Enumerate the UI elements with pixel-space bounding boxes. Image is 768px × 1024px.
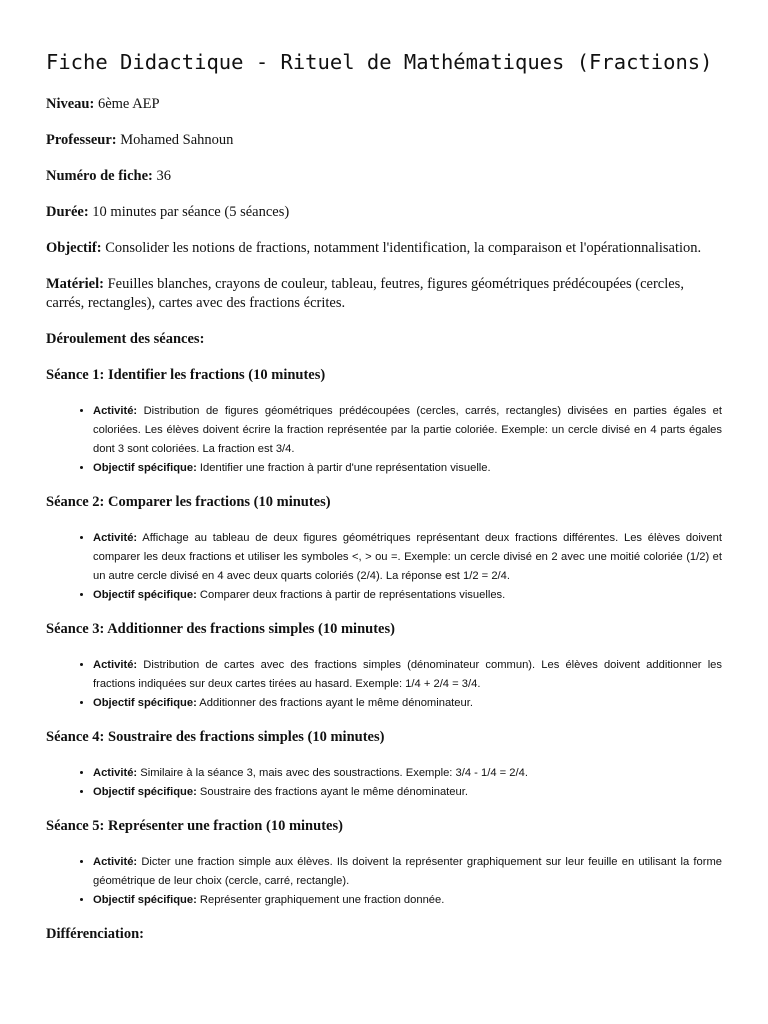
- list-item: [93, 586, 722, 605]
- list-item: [93, 764, 722, 783]
- item-text: Affichage au tableau de deux figures géométriques représentant deux fractions différentes. Les élèves doivent comparer les deux fractions et utiliser les symboles <, > ou =. Exemple: un cercle divisé en 2 avec une moitié coloriée (1/2) et un autre cercle divisé en 4 avec deux quarts coloriés (2/4). La réponse est 1/2 = 2/4.: [93, 532, 722, 582]
- field-label: Matériel:: [46, 276, 104, 292]
- item-label: Activité:: [93, 405, 138, 417]
- list-item: [93, 783, 722, 802]
- item-text: Soustraire des fractions ayant le même dénominateur.: [196, 786, 468, 798]
- item-label: Objectif spécifique:: [93, 462, 197, 474]
- item-text: Comparer deux fractions à partir de représentations visuelles.: [196, 589, 506, 601]
- item-label: Objectif spécifique:: [93, 697, 197, 709]
- seance-3-title: Séance 3: Additionner des fractions simples (10 minutes): [46, 621, 395, 637]
- item-label: Objectif spécifique:: [93, 894, 197, 906]
- item-text: Distribution de figures géométriques prédécoupées (cercles, carrés, rectangles) divisées en parties égales et coloriées. Les élèves doivent écrire la fraction représentée par la partie coloriée. Exemple: un cercle divisé en 4 parts égales dont 3 sont coloriées. La fraction est 3/4.: [93, 405, 722, 455]
- field-niveau: [46, 95, 722, 114]
- field-duree: [46, 203, 722, 222]
- field-numero-fiche: [46, 167, 722, 186]
- item-text: Représenter graphiquement une fraction donnée.: [196, 894, 445, 906]
- list-item: [93, 891, 722, 910]
- field-value: 6ème AEP: [94, 96, 160, 112]
- field-label: Numéro de fiche:: [46, 168, 153, 184]
- field-professeur: [46, 131, 722, 150]
- seance-5-title: Séance 5: Représenter une fraction (10 minutes): [46, 818, 343, 834]
- field-value: Feuilles blanches, crayons de couleur, tableau, feutres, figures géométriques prédécoupées (cercles, carrés, rectangles), cartes avec des fractions écrites.: [46, 276, 684, 311]
- seance-2-list: [46, 529, 722, 605]
- item-label: Objectif spécifique:: [93, 589, 197, 601]
- item-text: Distribution de cartes avec des fractions simples (dénominateur commun). Les élèves doivent additionner les fractions indiquées sur deux cartes tirées au hasard. Exemple: 1/4 + 2/4 = 3/4.: [93, 659, 722, 690]
- item-label: Activité:: [93, 767, 138, 779]
- field-label: Professeur:: [46, 132, 117, 148]
- field-value: Mohamed Sahnoun: [116, 132, 234, 148]
- seance-1-title: Séance 1: Identifier les fractions (10 minutes): [46, 367, 326, 383]
- field-objectif: [46, 239, 722, 258]
- item-text: Dicter une fraction simple aux élèves. Ils doivent la représenter graphiquement sur leur feuille en utilisant la forme géométrique de leur choix (cercle, carré, rectangle).: [93, 856, 722, 887]
- list-item: [93, 402, 722, 459]
- item-label: Activité:: [93, 659, 138, 671]
- differenciation-heading: Différenciation:: [46, 926, 144, 942]
- item-text: Identifier une fraction à partir d'une représentation visuelle.: [196, 462, 491, 474]
- item-label: Activité:: [93, 856, 138, 868]
- list-item: [93, 694, 722, 713]
- item-label: Activité:: [93, 532, 138, 544]
- list-item: [93, 656, 722, 694]
- list-item: [93, 853, 722, 891]
- field-value: Consolider les notions de fractions, notamment l'identification, la comparaison et l'opérationnalisation.: [101, 240, 702, 256]
- list-item: [93, 459, 722, 478]
- field-materiel: [46, 275, 722, 313]
- item-label: Objectif spécifique:: [93, 786, 197, 798]
- field-label: Durée:: [46, 204, 89, 220]
- deroulement-heading: Déroulement des séances:: [46, 331, 205, 347]
- field-value: 10 minutes par séance (5 séances): [88, 204, 290, 220]
- field-value: 36: [152, 168, 171, 184]
- seance-4-title: Séance 4: Soustraire des fractions simples (10 minutes): [46, 729, 385, 745]
- seance-5-list: [46, 853, 722, 910]
- page-title: Fiche Didactique - Rituel de Mathématiques (Fractions): [46, 50, 713, 74]
- item-text: Similaire à la séance 3, mais avec des soustractions. Exemple: 3/4 - 1/4 = 2/4.: [137, 767, 528, 779]
- item-text: Additionner des fractions ayant le même dénominateur.: [196, 697, 473, 709]
- field-label: Objectif:: [46, 240, 102, 256]
- list-item: [93, 529, 722, 586]
- field-label: Niveau:: [46, 96, 95, 112]
- seance-2-title: Séance 2: Comparer les fractions (10 minutes): [46, 494, 331, 510]
- seance-1-list: [46, 402, 722, 478]
- seance-3-list: [46, 656, 722, 713]
- seance-4-list: [46, 764, 722, 802]
